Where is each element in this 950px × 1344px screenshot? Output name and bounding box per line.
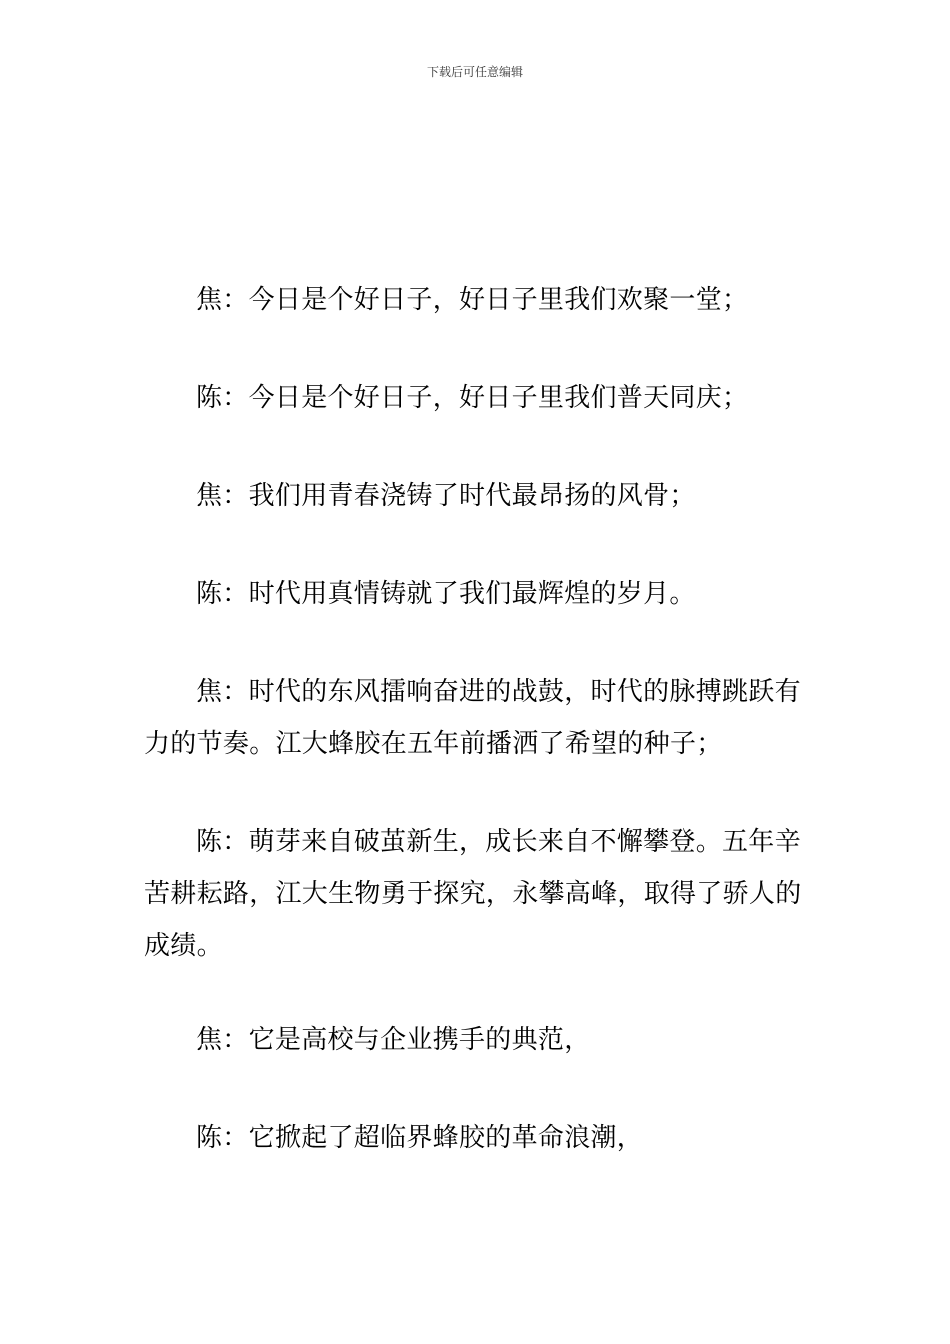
paragraph-4: 陈：时代用真情铸就了我们最辉煌的岁月。 xyxy=(196,579,696,609)
paragraph-6: 陈：萌芽来自破茧新生，成长来自不懈攀登。五年辛苦耕耘路，江大生物勇于探究，永攀高峰，取得了骄人的成绩。 xyxy=(144,827,802,961)
page-header: 下载后可任意编辑 xyxy=(426,65,523,79)
paragraph-8: 陈：它掀起了超临界蜂胶的革命浪潮， xyxy=(196,1123,644,1153)
paragraph-7: 焦：它是高校与企业携手的典范， xyxy=(196,1025,591,1055)
paragraph-1: 焦：今日是个好日子，好日子里我们欢聚一堂； xyxy=(196,285,749,315)
paragraph-3: 焦：我们用青春浇铸了时代最昂扬的风骨； xyxy=(196,481,696,511)
paragraph-5: 焦：时代的东风擂响奋进的战鼓，时代的脉搏跳跃有力的节奏。江大蜂胶在五年前播洒了希望的种子； xyxy=(144,677,801,759)
paragraph-2: 陈：今日是个好日子，好日子里我们普天同庆； xyxy=(196,383,749,413)
